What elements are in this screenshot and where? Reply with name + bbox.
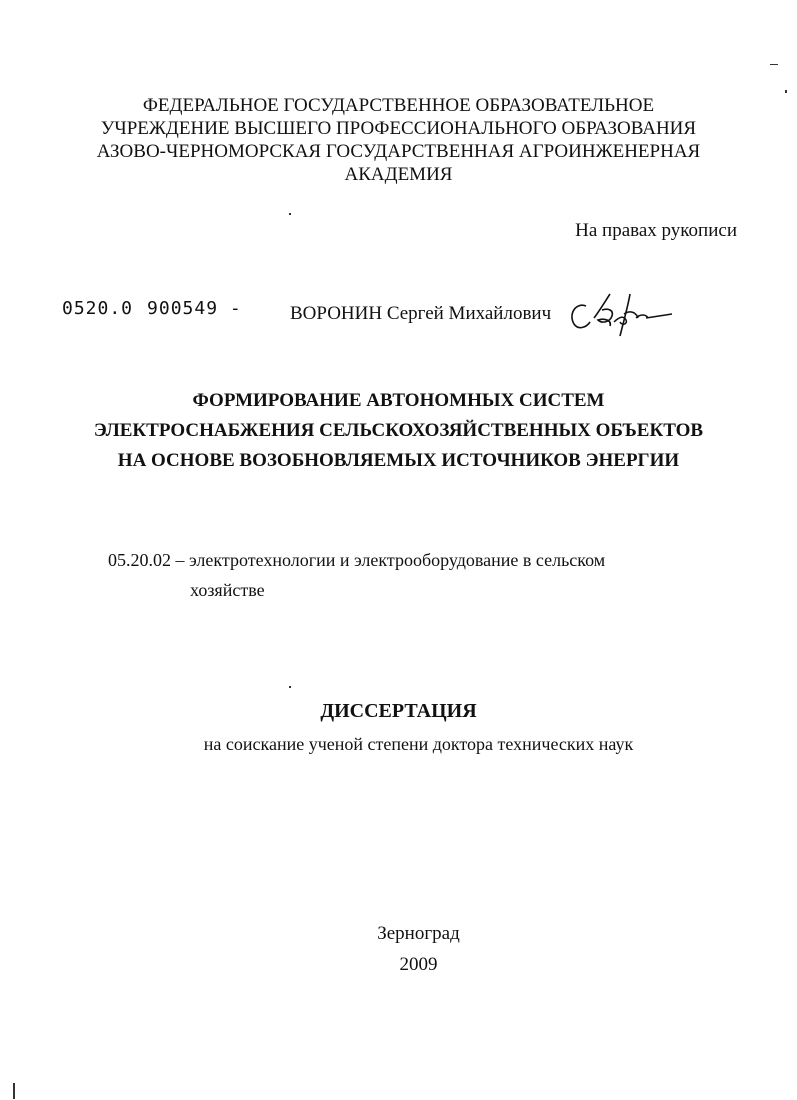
scan-speck	[289, 686, 291, 688]
institution-line: ФЕДЕРАЛЬНОЕ ГОСУДАРСТВЕННОЕ ОБРАЗОВАТЕЛЬНОЕ	[142, 95, 655, 116]
institution-name	[0, 94, 797, 186]
title-line: ФОРМИРОВАНИЕ АВТОНОМНЫХ СИСТЕМ	[192, 390, 605, 411]
specialty-line: 05.20.02 – электротехнологии и электрооборудование в сельском	[108, 550, 606, 570]
document-type: ДИССЕРТАЦИЯ	[320, 700, 477, 722]
registry-number: 0520.0 900549 -	[62, 298, 242, 319]
year: 2009	[399, 954, 438, 975]
city: Зерноград	[377, 923, 460, 944]
registry-number-part: 900549	[147, 298, 219, 319]
degree-statement: на соискание ученой степени доктора технических наук	[203, 734, 634, 754]
scan-speck	[785, 90, 787, 93]
signature-icon	[564, 288, 674, 340]
scan-speck	[770, 64, 778, 65]
scan-speck	[289, 213, 291, 215]
author-name: ВОРОНИН Сергей Михайлович	[290, 303, 552, 324]
registry-number-part: 0520.0	[62, 298, 134, 319]
institution-line: АКАДЕМИЯ	[344, 164, 453, 185]
manuscript-note: На правах рукописи	[575, 220, 737, 241]
specialty-line-continuation: хозяйстве	[190, 580, 265, 600]
scan-speck	[13, 1083, 15, 1099]
institution-line: УЧРЕЖДЕНИЕ ВЫСШЕГО ПРОФЕССИОНАЛЬНОГО ОБРАЗОВАНИЯ	[100, 118, 697, 139]
specialty-code	[108, 545, 605, 605]
dissertation-title	[0, 386, 797, 476]
institution-line: АЗОВО-ЧЕРНОМОРСКАЯ ГОСУДАРСТВЕННАЯ АГРОИНЖЕНЕРНАЯ	[96, 141, 701, 162]
title-line: НА ОСНОВЕ ВОЗОБНОВЛЯЕМЫХ ИСТОЧНИКОВ ЭНЕРГИИ	[117, 450, 680, 471]
title-line: ЭЛЕКТРОСНАБЖЕНИЯ СЕЛЬСКОХОЗЯЙСТВЕННЫХ ОБЪЕКТОВ	[93, 420, 704, 441]
